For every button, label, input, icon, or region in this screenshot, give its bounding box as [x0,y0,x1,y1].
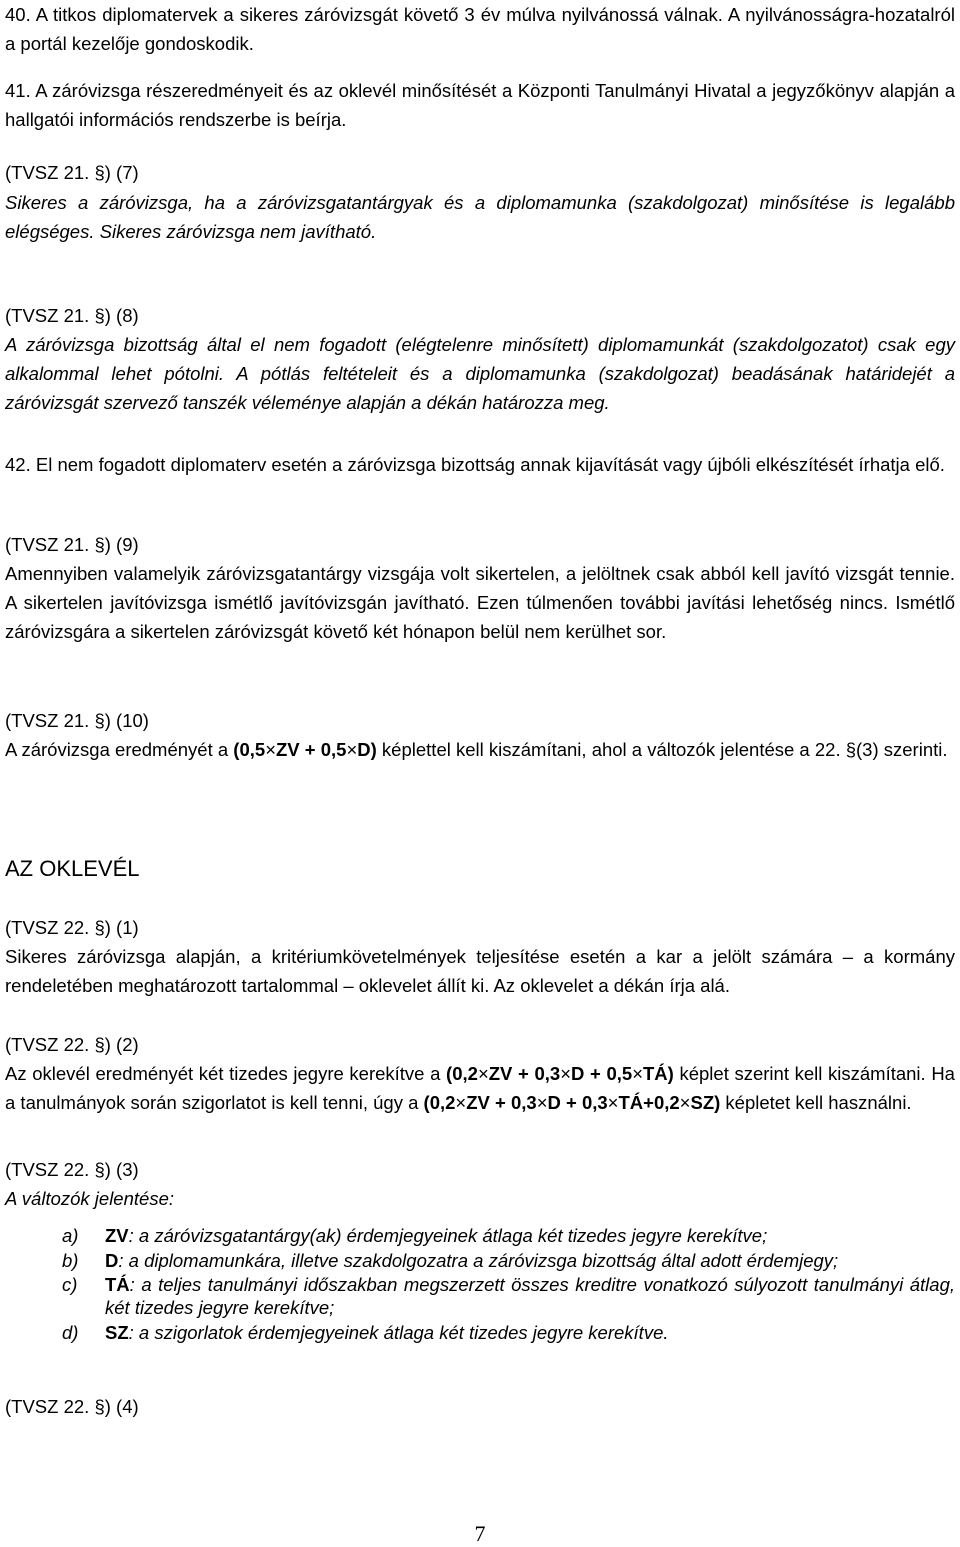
list-text [105,1273,955,1319]
text-run: képlettel kell kiszámítani, ahol a változók jelentése a 22. §(3) szerinti. [376,739,948,760]
variable-description: : a diplomamunkára, illetve szakdolgozatra a záróvizsga bizottság által adott érdemjegy; [118,1250,839,1271]
times-symbol: × [265,739,276,760]
formula-part: SZ) [690,1092,721,1113]
tvsz-reference: (TVSZ 21. §) (10) [5,710,149,731]
variable-key: SZ [105,1322,129,1343]
formula-oklevel-szigorlat [424,1092,721,1113]
section-text-part-2: A pótlás feltételeit és a diplomamunka (szakdolgozat) beadásának határidejét a záróvizsgát szervező tanszék véleménye alapján a dékán határozza meg. [5,363,956,413]
formula-part: (0,2 [423,1092,456,1113]
section-text: Sikeres a záróvizsga, ha a záróvizsgatantárgyak és a diplomamunka (szakdolgozat) minősítése is legalább elégséges. Sikeres záróvizsga nem javítható. [5,192,955,242]
paragraph-42 [5,450,955,479]
formula-part: ZV + 0,5 [276,739,347,760]
section-tvsz-21-7 [5,158,955,246]
times-symbol: × [679,1092,691,1113]
tvsz-reference: (TVSZ 21. §) (8) [5,305,139,326]
tvsz-reference: (TVSZ 22. §) (1) [5,917,139,938]
times-symbol: × [477,1063,489,1084]
section-text [5,735,955,764]
section-tvsz-22-1 [5,913,955,1000]
formula-part: D + 0,3 [547,1092,608,1113]
text-run: A záróvizsga eredményét a [5,739,234,760]
list-text [105,1249,955,1272]
tvsz-reference: (TVSZ 22. §) (3) [5,1159,139,1180]
list-text [105,1224,955,1247]
section-tvsz-22-4 [5,1392,955,1421]
section-tvsz-21-10 [5,706,955,764]
times-symbol: × [536,1092,548,1113]
variable-key: TÁ [105,1274,130,1295]
section-tvsz-21-9 [5,530,955,646]
list-label: b) [62,1250,79,1271]
list-text [105,1321,955,1344]
section-text: Sikeres záróvizsga alapján, a kritériumkövetelmények teljesítése esetén a kar a jelölt számára – a kormány rendeletében meghatározott tartalommal – oklevelet állít ki. Az oklevelet a dékán írja alá. [5,946,955,996]
formula-part: TÁ+0,2 [618,1092,680,1113]
variable-key: ZV [105,1225,129,1246]
text-run: képlet szerint kell kiszámítani. Ha a tanulmányok során szigorlatot is kell tenni, úgy a [5,1063,955,1113]
formula-part: (0,5 [233,739,266,760]
section-tvsz-22-3 [5,1155,955,1213]
paragraph-41-text: 41. A záróvizsga részeredményeit és az oklevél minősítését a Központi Tanulmányi Hivatal a jegyzőkönyv alapján a hallgatói információs rendszerbe is beírja. [5,80,955,130]
formula-part: D) [357,739,377,760]
section-text [5,330,955,417]
tvsz-reference: (TVSZ 22. §) (4) [5,1396,139,1417]
section-heading: AZ OKLEVÉL [5,856,140,881]
section-tvsz-22-2 [5,1030,955,1117]
paragraph-40 [5,0,955,58]
heading-az-oklevel [5,854,955,884]
times-symbol: × [346,739,358,760]
text-run: képletet kell használni. [720,1092,912,1113]
variable-key: D [105,1250,119,1271]
paragraph-40-text: 40. A titkos diplomatervek a sikeres záróvizsgát követő 3 év múlva nyilvánossá válnak. A nyilvánosságra-hozatalról a portál kezelője gondoskodik. [5,4,955,54]
section-text: A változók jelentése: [5,1188,174,1209]
times-symbol: × [607,1092,619,1113]
paragraph-42-text: 42. El nem fogadott diplomaterv esetén a záróvizsga bizottság annak kijavítását vagy újbóli elkészítését írhatja elő. [5,454,945,475]
section-text-part-1: A záróvizsga bizottság által el nem fogadott (elégtelenre minősített) diplomamunkát (szakdolgozatot) csak egy alkalommal lehet pótolni. [5,334,955,384]
formula-part: (0,2 [446,1063,478,1084]
section-text: Amennyiben valamelyik záróvizsgatantárgy vizsgája volt sikertelen, a jelöltnek csak abból kell javító vizsgát tennie. A sikertelen javítóvizsga ismétlő javítóvizsgán javítható. Ezen túlmenően további javítási lehetőség nincs. Ismétlő záróvizsgára a sikertelen záróvizsgát követő két hónapon belül nem kerülhet sor. [5,563,955,642]
formula-part: ZV + 0,3 [488,1063,561,1084]
tvsz-reference: (TVSZ 21. §) (9) [5,534,139,555]
list-label: d) [62,1322,79,1343]
formula-zarovizsga [233,739,377,760]
text-run: Az oklevél eredményét két tizedes jegyre kerekítve a [5,1063,447,1084]
section-text [5,1059,955,1117]
times-symbol: × [455,1092,467,1113]
formula-oklevel [446,1063,674,1084]
variable-description: : a záróvizsgatantárgy(ak) érdemjegyeinek átlaga két tizedes jegyre kerekítve; [128,1225,768,1246]
variable-description: : a teljes tanulmányi időszakban megszerzett összes kreditre vonatkozó súlyozott tanulmányi átlag, két tizedes jegyre kerekítve; [105,1274,955,1318]
page-number: 7 [474,1521,486,1546]
times-symbol: × [632,1063,643,1084]
formula-part: D + 0,5 [571,1063,633,1084]
paragraph-41 [5,76,955,134]
list-label: c) [62,1274,78,1295]
variable-description: : a szigorlatok érdemjegyeinek átlaga két tizedes jegyre kerekítve. [128,1322,669,1343]
tvsz-reference: (TVSZ 21. §) (7) [5,162,139,183]
section-tvsz-21-8 [5,301,955,417]
times-symbol: × [560,1063,572,1084]
tvsz-reference: (TVSZ 22. §) (2) [5,1034,139,1055]
formula-part: ZV + 0,3 [466,1092,537,1113]
list-label: a) [62,1225,79,1246]
formula-part: TÁ) [643,1063,674,1084]
